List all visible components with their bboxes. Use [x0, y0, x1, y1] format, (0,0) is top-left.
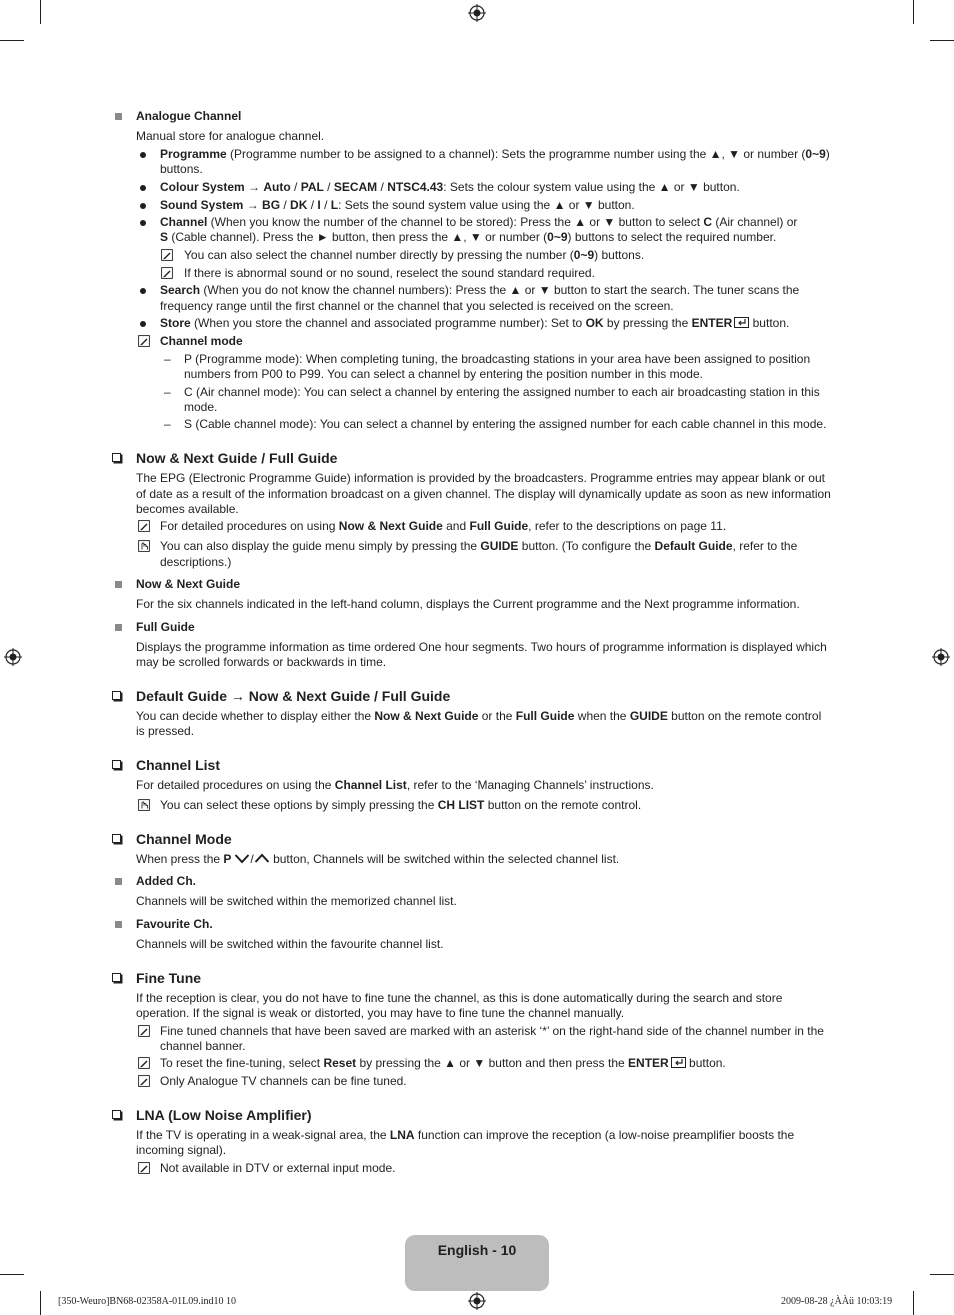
- guide-para-line: of date as a result of the information broadcast on a given channel. The display will dynamically update as soon as new information: [136, 487, 831, 501]
- channel-list-text: For detailed procedures on using the Channel List, refer to the ‘Managing Channels’ instructions.: [136, 778, 654, 792]
- page-number-label: English - 10: [437, 1242, 517, 1258]
- dash-bullet: –: [164, 385, 171, 399]
- default-guide-text: You can decide whether to display either the Now & Next Guide or the Full Guide when the GUIDE button on the remote control: [136, 709, 822, 723]
- note-icon: [138, 1025, 150, 1037]
- guide-note-1: For detailed procedures on using Now & Next Guide and Full Guide, refer to the descriptions on page 11.: [160, 519, 727, 533]
- guide-note-2-line-2: descriptions.): [160, 555, 232, 569]
- subheading-full-guide: Full Guide: [136, 620, 195, 634]
- checkbox-bullet-icon: [112, 453, 121, 462]
- enter-icon: [671, 1057, 686, 1068]
- guide-para-line: The EPG (Electronic Programme Guide) information is provided by the broadcasters. Programme entries may appear blank or out: [136, 471, 825, 485]
- search-line-2: frequency range until the first channel or the channel that you selected is received on the screen.: [160, 299, 674, 313]
- section-heading-default-guide: Default Guide → Now & Next Guide / Full Guide: [136, 688, 451, 704]
- mode-p-line-2: numbers from P00 to P99. You can select a channel by entering the position number in this mode.: [184, 367, 703, 381]
- section-heading-channel-list: Channel List: [136, 757, 221, 773]
- checkbox-bullet-icon: [112, 834, 121, 843]
- section-heading-lna: LNA (Low Noise Amplifier): [136, 1107, 312, 1123]
- print-slug-right: 2009-08-28 ¿ÀÀü 10:03:19: [781, 1296, 893, 1307]
- fine-tune-note-1-line-2: channel banner.: [160, 1039, 246, 1053]
- chevron-up-icon: [254, 853, 270, 864]
- programme-line: Programme (Programme number to be assigned to a channel): Sets the programme number using the ▲, ▼ or number (0~9): [160, 147, 830, 161]
- note-icon: [138, 520, 150, 532]
- checkbox-bullet-icon: [112, 691, 121, 700]
- lna-text-2: incoming signal).: [136, 1143, 227, 1157]
- guide-para-line: becomes available.: [136, 502, 239, 516]
- now-next-text: For the six channels indicated in the left-hand column, displays the Current programme and the Next programme information.: [136, 597, 800, 611]
- crop-mark: [40, 0, 41, 24]
- dash-bullet: –: [164, 352, 171, 366]
- checkbox-bullet-icon: [112, 973, 121, 982]
- note-channel-direct: You can also select the channel number directly by pressing the number (0~9) buttons.: [184, 248, 645, 262]
- section-heading-analogue-channel: Analogue Channel: [136, 109, 242, 123]
- note-icon: [138, 1075, 150, 1087]
- section-heading-guide: Now & Next Guide / Full Guide: [136, 450, 338, 466]
- channel-mode-text: When press the P / button, Channels will be switched within the selected channel list.: [136, 852, 620, 866]
- sound-system-line: Sound System → BG / DK / I / L: Sets the sound system value using the ▲ or ▼ button.: [160, 198, 635, 212]
- checkbox-bullet-icon: [112, 760, 121, 769]
- crop-mark: [913, 0, 914, 24]
- channel-list-note: You can select these options by simply pressing the CH LIST button on the remote control.: [160, 798, 642, 812]
- note-icon: [138, 335, 150, 347]
- square-bullet-icon: [115, 624, 122, 631]
- default-guide-text-2: is pressed.: [136, 724, 195, 738]
- section-heading-fine-tune: Fine Tune: [136, 970, 202, 986]
- note-icon: [138, 1162, 150, 1174]
- channel-line-2: S (Cable channel). Press the ► button, then press the ▲, ▼ or number (0~9) buttons to select the required number.: [160, 230, 777, 244]
- mode-p-line: P (Programme mode): When completing tuning, the broadcasting stations in your area have been assigned to position: [184, 352, 811, 366]
- remote-tip-icon: [138, 540, 150, 552]
- square-bullet-icon: [115, 581, 122, 588]
- bullet-icon: [140, 321, 146, 327]
- subheading-added-ch: Added Ch.: [136, 874, 196, 888]
- note-icon: [138, 1057, 150, 1069]
- bullet-icon: [140, 152, 146, 158]
- square-bullet-icon: [115, 113, 122, 120]
- registration-mark-icon: [468, 1292, 486, 1310]
- bullet-icon: [140, 220, 146, 226]
- note-abnormal-sound: If there is abnormal sound or no sound, reselect the sound standard required.: [184, 266, 595, 280]
- registration-mark-icon: [468, 4, 486, 22]
- crop-mark: [0, 1274, 24, 1275]
- square-bullet-icon: [115, 921, 122, 928]
- crop-mark: [930, 40, 954, 41]
- registration-mark-icon: [932, 648, 950, 666]
- store-line: Store (When you store the channel and associated programme number): Set to OK by pressing the ENTER button.: [160, 316, 790, 330]
- fine-tune-text-2: operation. If the signal is weak or distorted, you may have to fine tune the channel manually.: [136, 1006, 625, 1020]
- fine-tune-note-1: Fine tuned channels that have been saved are marked with an asterisk ‘*’ on the right-hand side of the channel number in the: [160, 1024, 824, 1038]
- channel-line: Channel (When you know the number of the channel to be stored): Press the ▲ or ▼ button to select C (Air channel) or: [160, 215, 798, 229]
- channel-mode-subheading: Channel mode: [160, 334, 243, 348]
- analogue-intro: Manual store for analogue channel.: [136, 129, 325, 143]
- favourite-ch-text: Channels will be switched within the favourite channel list.: [136, 937, 444, 951]
- note-icon: [161, 267, 173, 279]
- crop-mark: [40, 1291, 41, 1315]
- mode-c-line-2: mode.: [184, 400, 218, 414]
- chevron-down-icon: [234, 853, 250, 864]
- crop-mark: [0, 40, 24, 41]
- crop-mark: [913, 1291, 914, 1315]
- lna-text: If the TV is operating in a weak-signal area, the LNA function can improve the reception (a low-noise preamplifier boosts the: [136, 1128, 795, 1142]
- fine-tune-note-2: To reset the fine-tuning, select Reset by pressing the ▲ or ▼ button and then press the ENTER button.: [160, 1056, 726, 1070]
- registration-mark-icon: [4, 648, 22, 666]
- subheading-favourite-ch: Favourite Ch.: [136, 917, 213, 931]
- fine-tune-note-3: Only Analogue TV channels can be fine tuned.: [160, 1074, 407, 1088]
- search-line: Search (When you do not know the channel numbers): Press the ▲ or ▼ button to start the search. The tuner scans the: [160, 283, 800, 297]
- fine-tune-text: If the reception is clear, you do not have to fine tune the channel, as this is done automatically during the search and store: [136, 991, 783, 1005]
- bullet-icon: [140, 288, 146, 294]
- bullet-icon: [140, 203, 146, 209]
- mode-s-line: S (Cable channel mode): You can select a channel by entering the assigned number for each cable channel in this mode.: [184, 417, 827, 431]
- enter-icon: [734, 317, 749, 328]
- crop-mark: [930, 1274, 954, 1275]
- guide-note-2: You can also display the guide menu simply by pressing the GUIDE button. (To configure the Default Guide, refer to the: [160, 539, 798, 553]
- dash-bullet: –: [164, 417, 171, 431]
- section-heading-channel-mode: Channel Mode: [136, 831, 232, 847]
- bullet-icon: [140, 185, 146, 191]
- square-bullet-icon: [115, 878, 122, 885]
- checkbox-bullet-icon: [112, 1110, 121, 1119]
- remote-tip-icon: [138, 799, 150, 811]
- programme-line-2: buttons.: [160, 162, 203, 176]
- note-icon: [161, 249, 173, 261]
- full-guide-text-2: may be scrolled forwards or backwards in time.: [136, 655, 387, 669]
- mode-c-line: C (Air channel mode): You can select a channel by entering the assigned number to each air broadcasting station in this: [184, 385, 820, 399]
- colour-system-line: Colour System → Auto / PAL / SECAM / NTSC4.43: Sets the colour system value using the ▲ or ▼ button.: [160, 180, 740, 194]
- full-guide-text: Displays the programme information as time ordered One hour segments. Two hours of programme information is displayed which: [136, 640, 827, 654]
- print-slug-left: [350-Weuro]BN68-02358A-01L09.ind10 10: [58, 1296, 237, 1307]
- lna-note: Not available in DTV or external input mode.: [160, 1161, 396, 1175]
- subheading-now-next: Now & Next Guide: [136, 577, 241, 591]
- added-ch-text: Channels will be switched within the memorized channel list.: [136, 894, 457, 908]
